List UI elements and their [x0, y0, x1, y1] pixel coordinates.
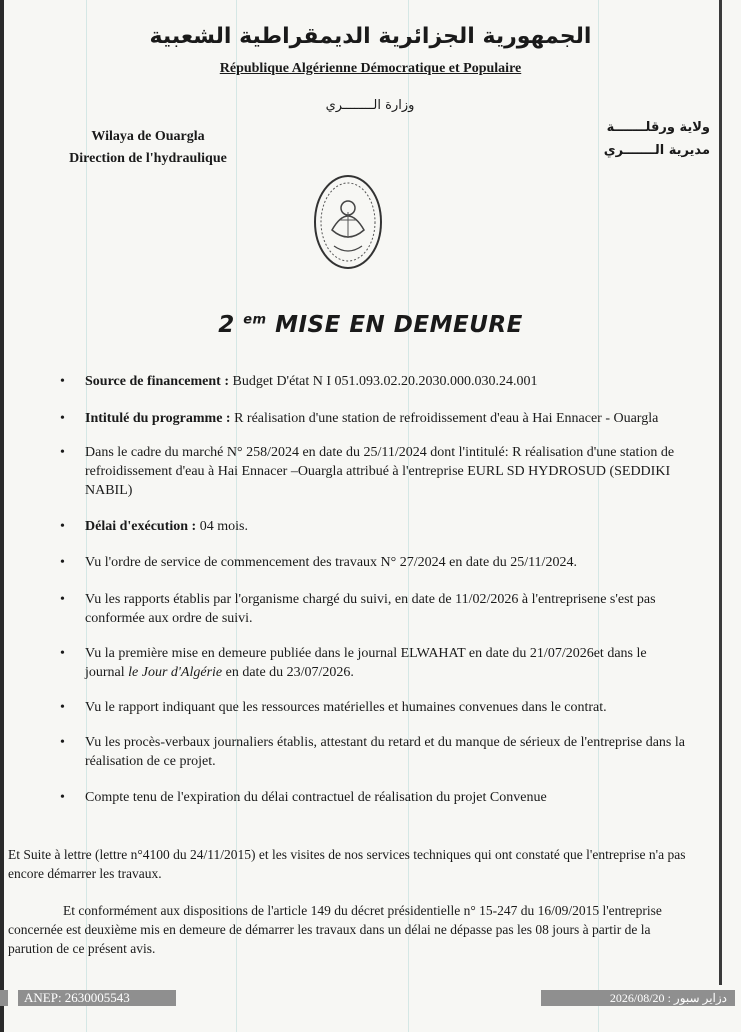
cadre-text: Dans le cadre du marché N° 258/2024 en date du 25/11/2024 dont l'intitulé: R réalisation d'une station de refroidissement d'eau à Hai Ennacer –Ouargla attribué à l'entreprise EURL SD HYDROSUD (SEDDIKI NABIL) — [85, 445, 675, 498]
premiere-mise-text-1: Vu la première mise en demeure publiée dans le journal ELWAHAT en date du 21/07/2026et dans le journal — [85, 646, 647, 680]
list-item-ordre-service — [60, 553, 685, 572]
wilaya-arabic: ولاية ورقلـــــــة — [606, 120, 710, 135]
considerations-list — [60, 372, 685, 807]
header-french-title: République Algérienne Démocratique et Populaire — [219, 61, 522, 76]
delai-label: Délai d'exécution : — [85, 519, 197, 534]
title-ordinal-suffix: em — [243, 312, 267, 328]
list-item-cadre — [60, 443, 685, 500]
direction-french: Direction de l'hydraulique — [69, 151, 227, 166]
delai-text: 04 mois. — [196, 519, 248, 534]
programme-text: R réalisation d'une station de refroidissement d'eau à Hai Ennacer - Ouargla — [230, 411, 659, 426]
footer-bar-edge — [0, 990, 8, 1006]
proces-verbaux-text: Vu les procès-verbaux journaliers établis, attestant du retard et du manque de sérieux de l'entreprise dans la réalisation de ce projet. — [85, 735, 685, 769]
premiere-mise-text-2: en date du 23/07/2026. — [222, 665, 354, 680]
title-text: MISE EN DEMEURE — [275, 312, 523, 338]
rapport-ressources-text: Vu le rapport indiquant que les ressources matérielles et humaines convenues dans le contrat. — [85, 700, 607, 715]
journal-name: le Jour d'Algérie — [128, 665, 223, 680]
wilaya-french: Wilaya de Ouargla — [91, 129, 205, 144]
scan-border-left — [0, 0, 4, 1032]
header-arabic-title: الجمهورية الجزائرية الديمقراطية الشعبية — [149, 24, 592, 49]
national-emblem-icon — [312, 172, 384, 276]
list-item-programme — [60, 409, 685, 428]
list-item-financement — [60, 372, 685, 391]
list-item-rapports — [60, 590, 685, 628]
scan-border-right — [719, 0, 722, 985]
expiration-text: Compte tenu de l'expiration du délai contractuel de réalisation du projet Convenue — [85, 790, 547, 805]
ministry-arabic: وزارة الــــــــري — [325, 98, 415, 113]
list-item-expiration — [60, 788, 685, 807]
list-item-delai — [60, 517, 685, 536]
publication-date-arabic: دزاير سبور : 2026/08/20 — [541, 990, 735, 1006]
financement-text: Budget D'état N I 051.093.02.20.2030.000.030.24.001 — [229, 374, 538, 389]
rapports-text: Vu les rapports établis par l'organisme chargé du suivi, en date de 11/02/2026 à l'entreprisene s'est pas conformée aux ordre de suivi. — [85, 592, 656, 626]
list-item-rapport-ressources — [60, 698, 685, 717]
document-title — [0, 312, 741, 338]
list-item-premiere-mise — [60, 644, 685, 682]
anep-reference: ANEP: 2630005543 — [18, 990, 176, 1006]
list-item-proces-verbaux — [60, 733, 685, 771]
financement-label: Source de financement : — [85, 374, 229, 389]
title-number: 2 — [218, 312, 235, 338]
paragraph-conformement: Et conformément aux dispositions de l'article 149 du décret présidentielle n° 15-247 du 16/09/2015 l'entreprise concernée est deuxième mis en demeure de démarrer les travaux dans un délai ne dépasse pas les 08 jours à partir de la parution de ce présent avis. — [8, 903, 662, 956]
programme-label: Intitulé du programme : — [85, 411, 231, 426]
ordre-service-text: Vu l'ordre de service de commencement des travaux N° 27/2024 en date du 25/11/2024. — [85, 555, 577, 570]
issuer-block-french — [48, 126, 248, 170]
issuer-block-arabic — [560, 116, 710, 162]
paragraph-suite: Et Suite à lettre (lettre n°4100 du 24/11/2015) et les visites de nos services techniques qui ont constaté que l'entreprise n'a pas encore démarrer les travaux. — [8, 847, 686, 881]
direction-arabic: مديرية الـــــــري — [603, 143, 710, 158]
